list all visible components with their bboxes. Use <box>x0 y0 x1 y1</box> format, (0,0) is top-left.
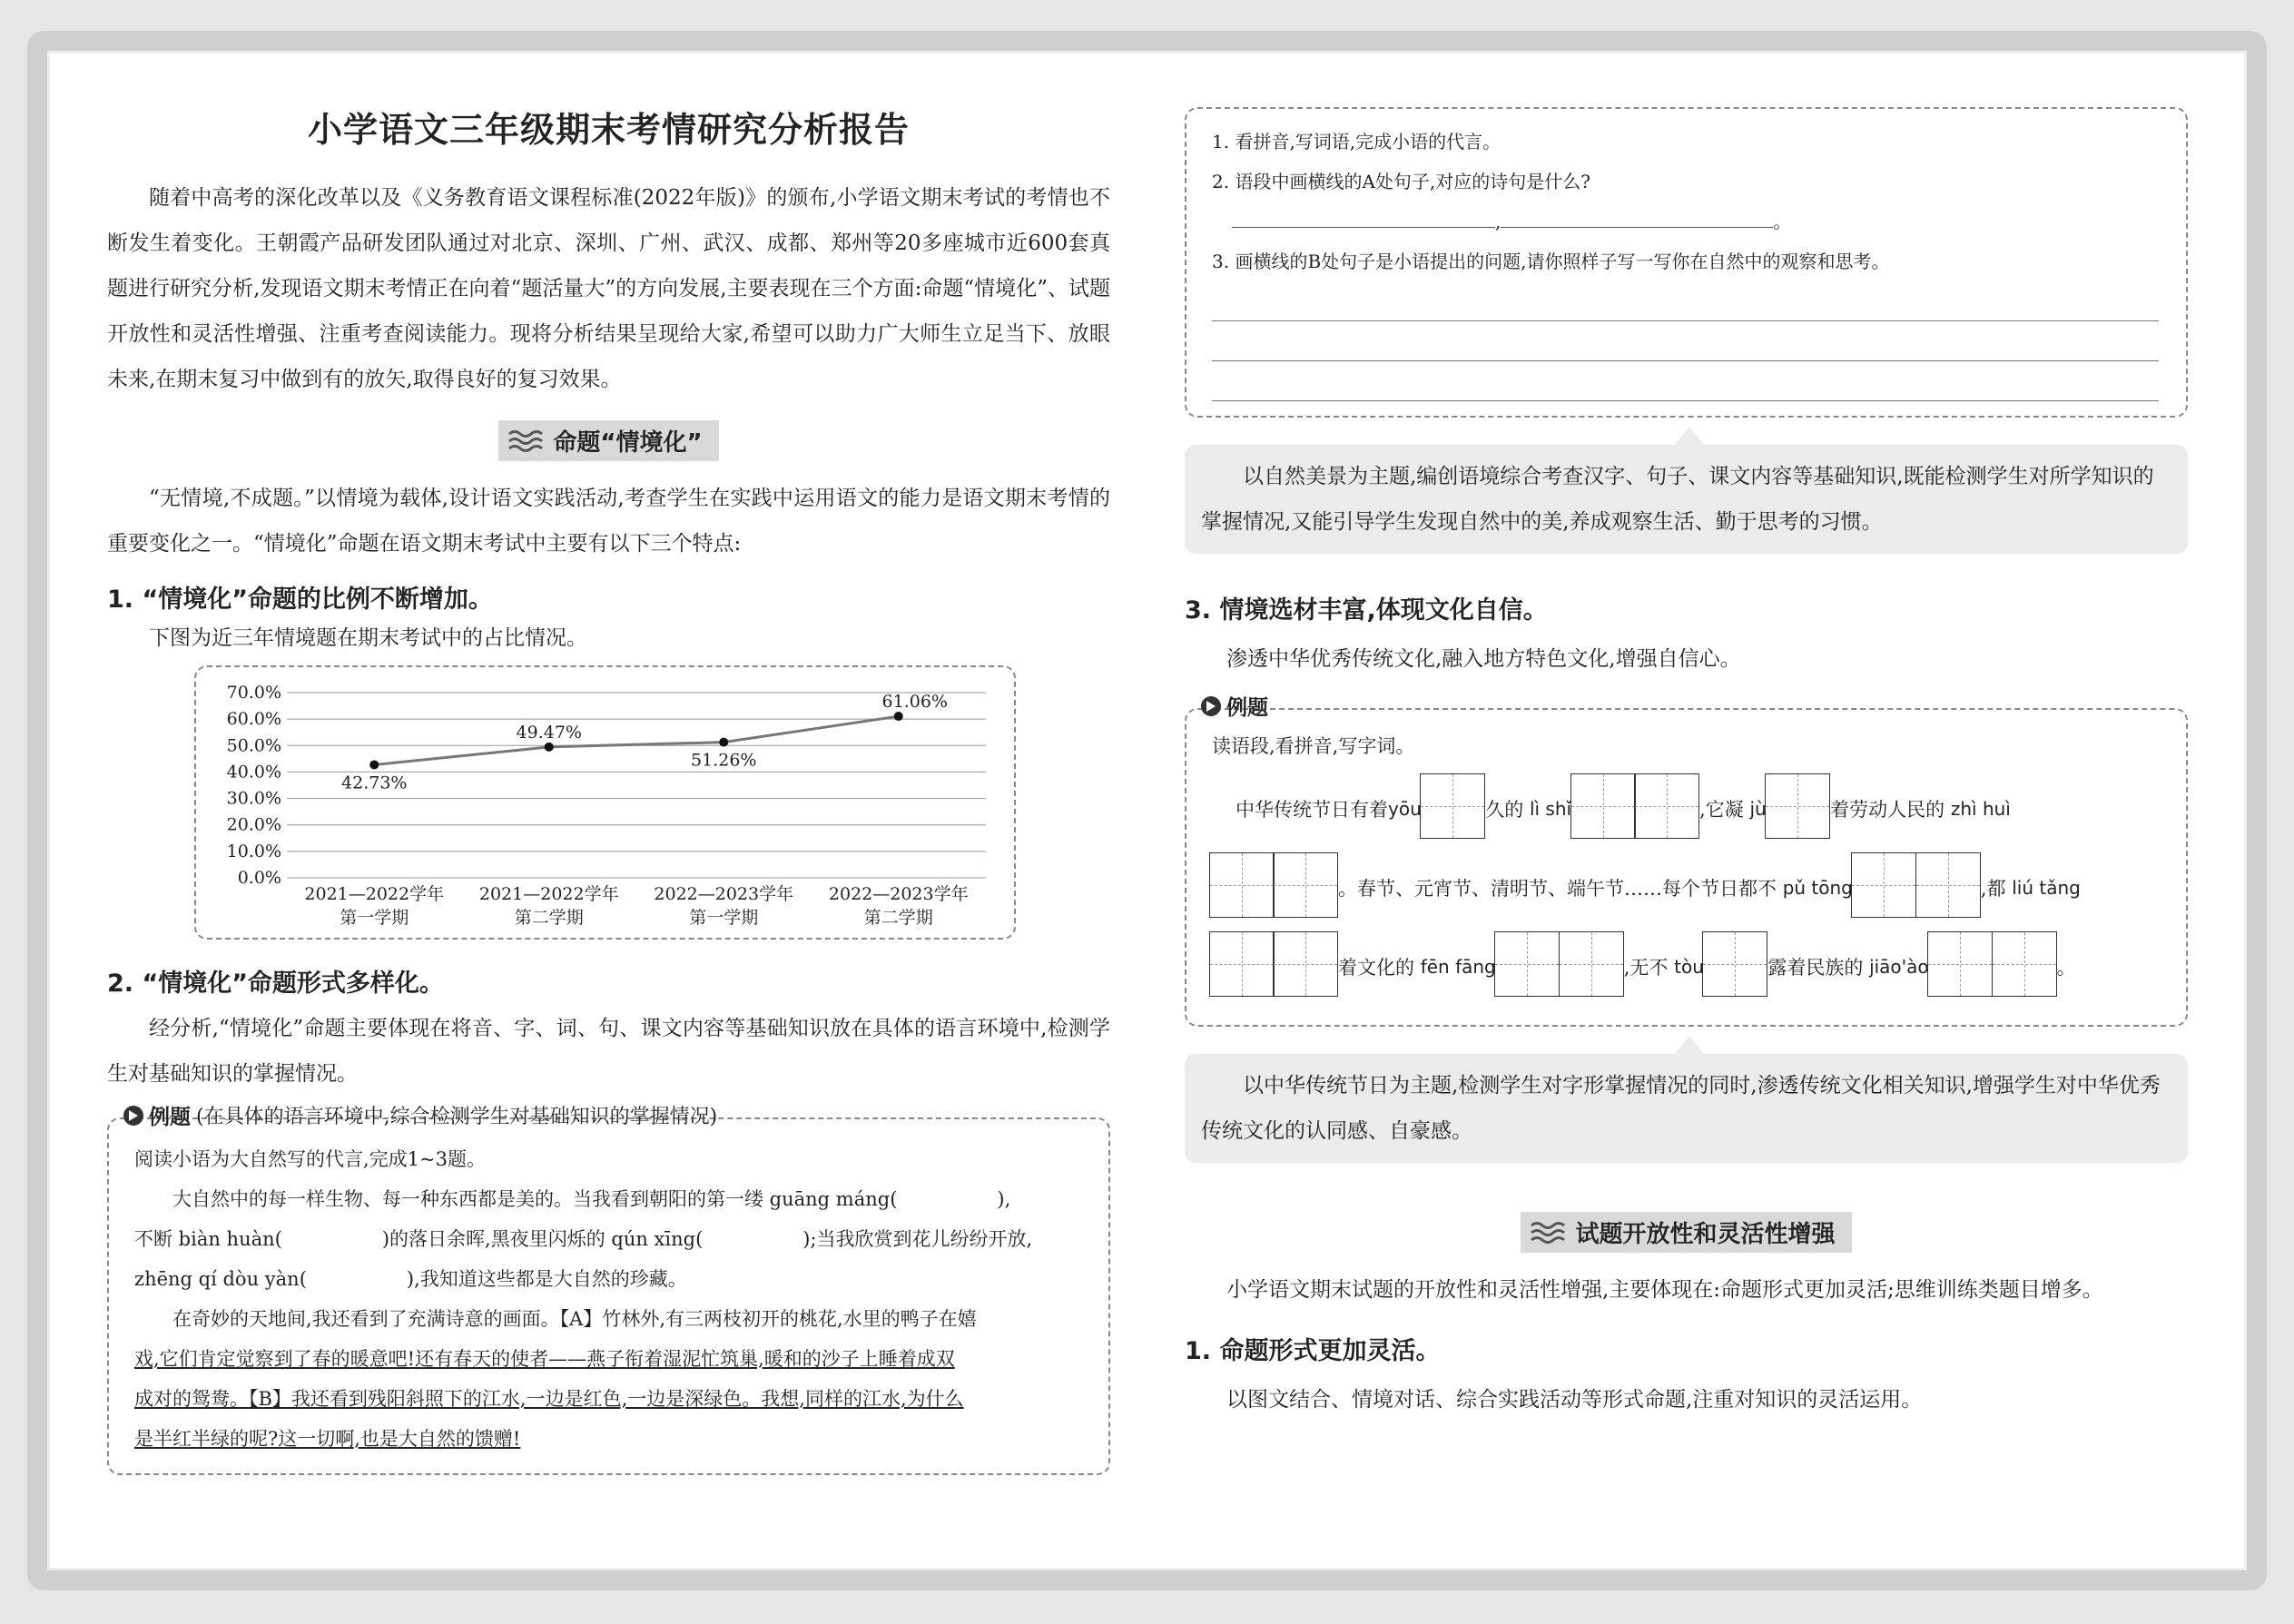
chart-container <box>194 665 1016 940</box>
heading-2: 2. “情境化”命题形式多样化。 <box>107 969 444 998</box>
example-tag <box>107 1100 1110 1130</box>
example-line: 成对的鸳鸯。【B】我还看到残阳斜照下的江水,一边是红色,一边是深绿色。我想,同样的江水,为什么 <box>134 1388 964 1410</box>
x-tick-label: 2021—2022学年 <box>478 884 619 904</box>
play-circle-icon <box>1201 696 1221 716</box>
x-tick-label: 第一学期 <box>689 908 759 928</box>
section-badge-open <box>1185 1212 2188 1253</box>
section-badge-situational <box>107 420 1110 461</box>
char-grid <box>1571 773 1699 843</box>
example-line: 是半红半绿的呢?这一切啊,也是大自然的馈赠! <box>134 1428 521 1450</box>
right-column <box>1185 54 2188 1422</box>
y-tick-label: 40.0% <box>226 762 281 782</box>
example-tag <box>1185 691 2188 721</box>
section2-paragraph: 小学语文期末试题的开放性和灵活性增强,主要体现在:命题形式更加灵活;思维训练类题目增多。 <box>1226 1278 2103 1302</box>
y-tick-label: 60.0% <box>226 709 281 730</box>
heading-4: 1. 命题形式更加灵活。 <box>1185 1337 1441 1365</box>
y-tick-label: 70.0% <box>226 683 281 703</box>
answer-line <box>1212 361 2159 401</box>
example-instruction: 阅读小语为大自然写的代言,完成1~3题。 <box>134 1148 486 1170</box>
example-label: 例题 <box>1226 696 1268 720</box>
char-grid <box>1767 773 1831 843</box>
heading-1: 1. “情境化”命题的比例不断增加。 <box>107 586 493 614</box>
data-point <box>719 738 728 747</box>
data-label: 61.06% <box>881 692 948 713</box>
question-3: 3. 画横线的B处句子是小语提出的问题,请你照样子写一写你在自然中的观察和思考。 <box>1212 251 1890 272</box>
question-2-answer: , 。 <box>1212 202 2159 241</box>
example-instruction: 读语段,看拼音,写字词。 <box>1212 735 1415 757</box>
heading-3-text: 渗透中华优秀传统文化,融入地方特色文化,增强自信心。 <box>1226 647 1741 671</box>
example-label: 例题 <box>149 1106 191 1129</box>
example-line: 戏,它们肯定觉察到了春的暖意吧!还有春天的使者——燕子衔着湿泥忙筑巢,暖和的沙子上睡着成双 <box>134 1348 955 1370</box>
data-point <box>545 743 554 752</box>
data-label: 51.26% <box>691 750 757 771</box>
y-tick-label: 30.0% <box>226 788 281 809</box>
y-tick-label: 10.0% <box>226 841 281 861</box>
x-tick-label: 2022—2023学年 <box>654 884 794 904</box>
heading-1-text: 下图为近三年情境题在期末考试中的占比情况。 <box>149 626 587 650</box>
question-1: 1. 看拼音,写词语,完成小语的代言。 <box>1212 131 1501 153</box>
example-line: 不断 biàn huàn( )的落日余晖,黑夜里闪烁的 qún xīng( );当我欣赏到花儿纷纷开放, <box>134 1228 1033 1250</box>
grid-row: 着文化的 fēn fāng ,无不 tòu 露着民族的 jiāo'ào 。 <box>1210 931 2168 1001</box>
example-line: 大自然中的每一样生物、每一种东西都是美的。当我看到朝阳的第一缕 guāng máng( ), <box>172 1188 1011 1210</box>
section1-paragraph: “无情境,不成题。”以情境为载体,设计语文实践活动,考查学生在实践中运用语文的能力是语文期末考情的重要变化之一。“情境化”命题在语文期末考试中主要有以下三个特点: <box>107 487 1110 556</box>
question-2: 2. 语段中画横线的A处句子,对应的诗句是什么? <box>1212 171 1590 192</box>
x-tick-label: 第二学期 <box>514 908 584 928</box>
section-title: 试题开放性和灵活性增强 <box>1575 1221 1836 1248</box>
analysis-2: 以中华传统节日为主题,检测学生对字形掌握情况的同时,渗透传统文化相关知识,增强学生对中华优秀传统文化的认同感、自豪感。 <box>1185 1054 2188 1163</box>
example-note: (在具体的语言环境中,综合检测学生对基础知识的掌握情况) <box>196 1106 718 1128</box>
y-tick-label: 0.0% <box>237 868 281 888</box>
example-box <box>107 1117 1110 1475</box>
x-tick-label: 2021—2022学年 <box>304 884 445 904</box>
waves-icon <box>507 428 544 455</box>
char-grid <box>1422 773 1486 843</box>
grid-row: 。春节、元宵节、清明节、端午节……每个节日都不 pǔ tōng ,都 liú tǎng <box>1210 852 2168 922</box>
heading-4-text: 以图文结合、情境对话、综合实践活动等形式命题,注重对知识的灵活运用。 <box>1226 1388 1923 1412</box>
char-grid <box>1929 931 2057 1001</box>
section-title: 命题“情境化” <box>553 429 703 457</box>
data-label: 42.73% <box>341 773 408 793</box>
answer-line <box>1212 281 2159 321</box>
waves-icon <box>1530 1219 1566 1246</box>
heading-2-text: 经分析,“情境化”命题主要体现在将音、字、词、句、课文内容等基础知识放在具体的语言环境中,检测学生对基础知识的掌握情况。 <box>107 1017 1110 1086</box>
example-line: 在奇妙的天地间,我还看到了充满诗意的画面。【A】竹林外,有三两枝初开的桃花,水里的鸭子在嬉 <box>172 1308 977 1330</box>
data-point <box>369 760 379 769</box>
intro-paragraph: 随着中高考的深化改革以及《义务教育语文课程标准(2022年版)》的颁布,小学语文期末考试的考情也不断发生着变化。王朝霞产品研发团队通过对北京、深圳、广州、武汉、成都、郑州等20多座城市近600套真题进行研究分析,发现语文期末考情正在向着“题活量大”的方向发展,主要表现在三个方面:命题“情境化”、试题开放性和灵活性增强、注重考查阅读能力。现将分析结果呈现给大家,希望可以助力广大师生立足当下、放眼未来,在期末复习中做到有的放矢,取得良好的复习效果。 <box>107 186 1110 391</box>
page-title: 小学语文三年级期末考情研究分析报告 <box>307 110 910 150</box>
example-box-2 <box>1185 708 2188 1027</box>
series-line <box>374 716 899 764</box>
data-point <box>894 712 903 721</box>
play-circle-icon <box>123 1106 143 1126</box>
x-tick-label: 2022—2023学年 <box>828 884 969 904</box>
analysis-1: 以自然美景为主题,编创语境综合考查汉字、句子、课文内容等基础知识,既能检测学生对所学知识的掌握情况,又能引导学生发现自然中的美,养成观察生活、勤于思考的习惯。 <box>1185 445 2188 554</box>
y-tick-label: 20.0% <box>226 814 281 835</box>
line-chart <box>196 667 1018 941</box>
x-tick-label: 第一学期 <box>340 908 409 928</box>
example-line: zhēng qí dòu yàn( ),我知道这些都是大自然的珍藏。 <box>134 1268 687 1290</box>
questions-box <box>1185 107 2188 418</box>
char-grid <box>1210 852 1338 922</box>
heading-3: 3. 情境选材丰富,体现文化自信。 <box>1185 596 1548 625</box>
char-grid <box>1704 931 1768 1001</box>
y-tick-label: 50.0% <box>226 735 281 756</box>
left-column <box>107 54 1110 1475</box>
grid-row: 中华传统节日有着 yōu 久的 lì shǐ ,它凝 jù 着劳动人民的 zhì huì <box>1212 773 2168 843</box>
char-grid <box>1496 931 1624 1001</box>
data-label: 49.47% <box>516 722 582 743</box>
answer-line <box>1212 321 2159 361</box>
char-grid <box>1853 852 1981 922</box>
x-tick-label: 第二学期 <box>863 908 933 928</box>
char-grid <box>1210 931 1338 1001</box>
